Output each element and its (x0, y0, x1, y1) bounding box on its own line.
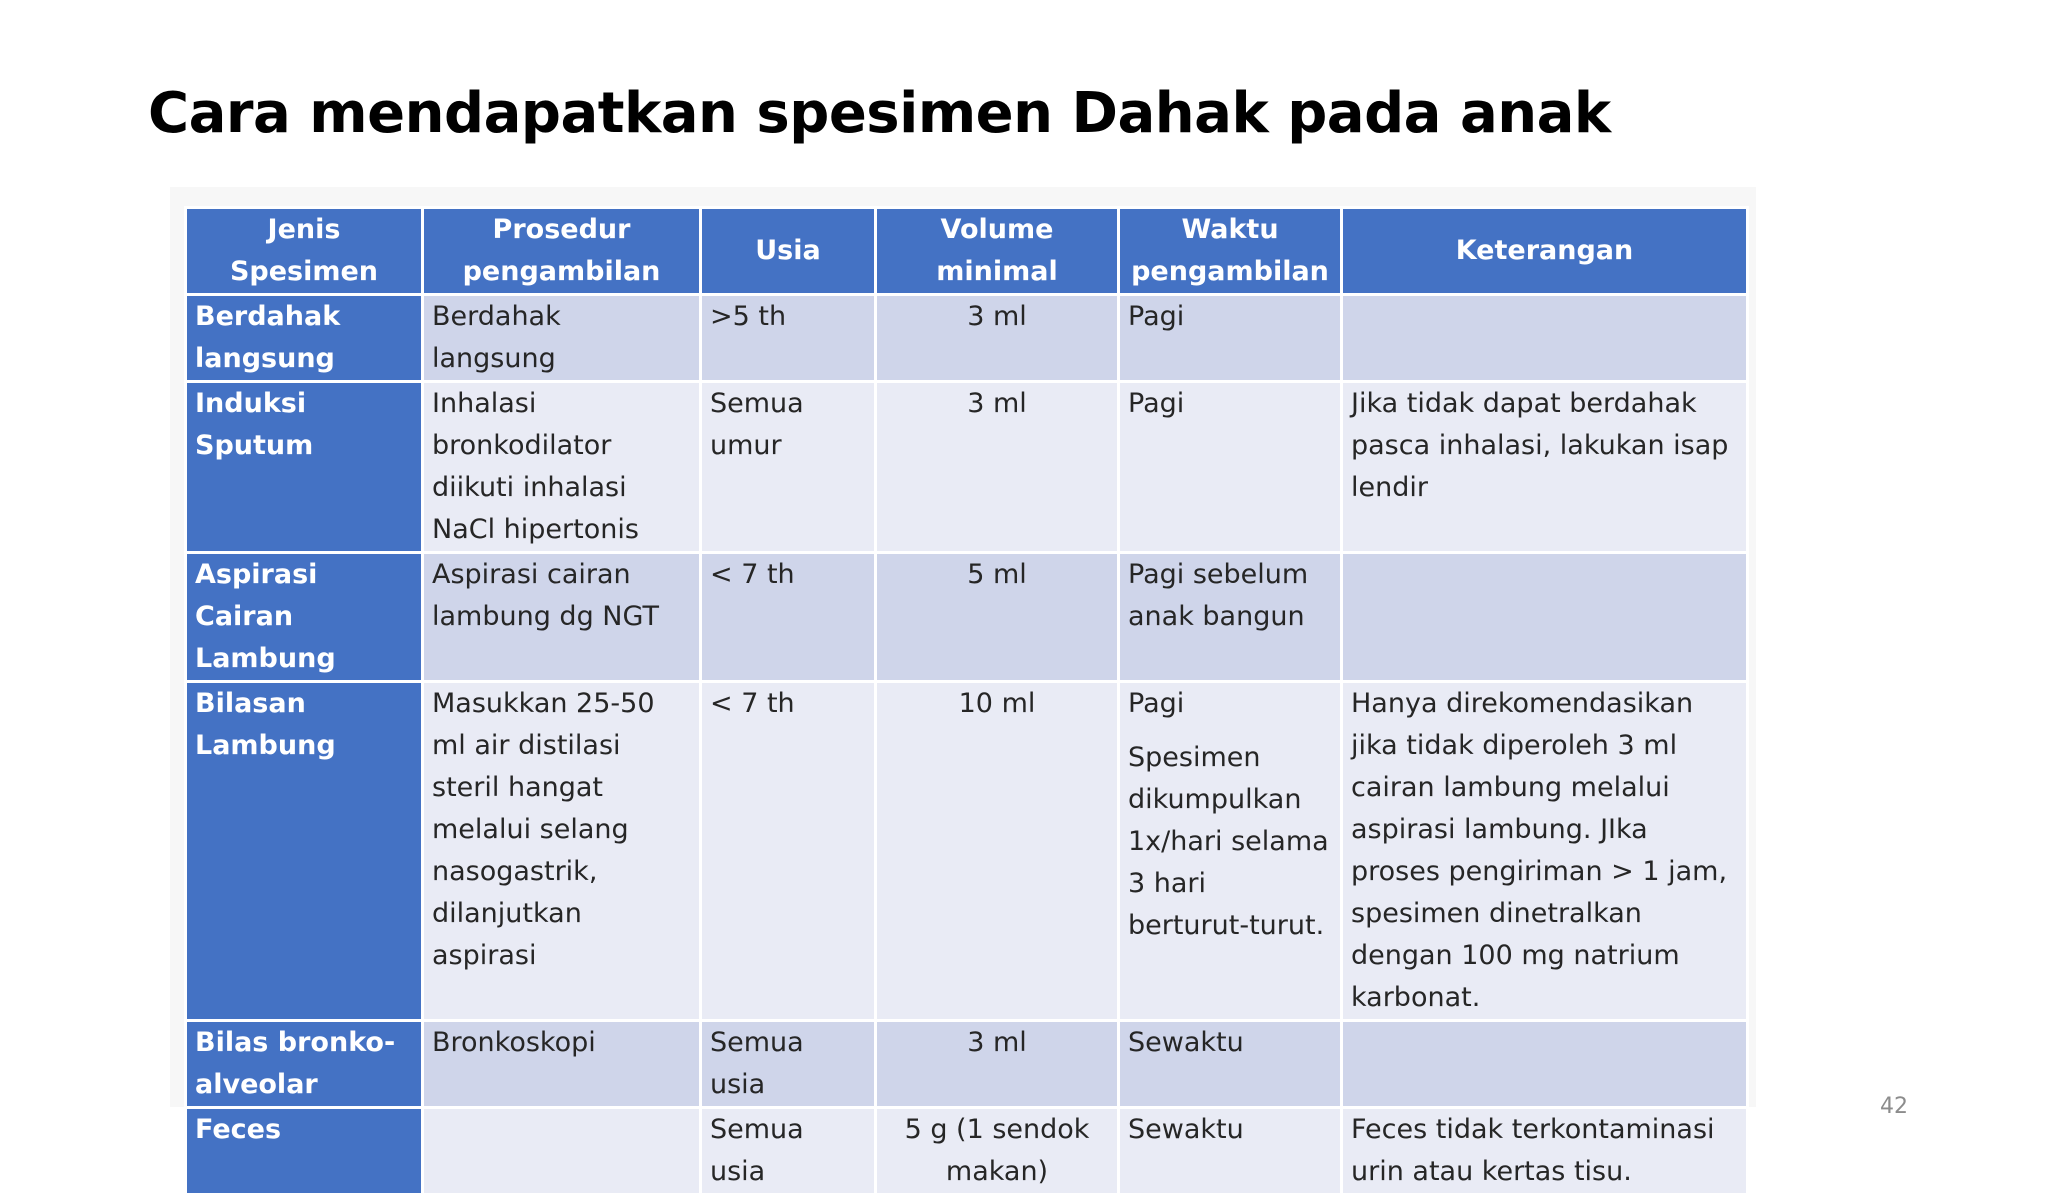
cell-waktu: Pagi sebelum anak bangun (1119, 553, 1342, 682)
cell-waktu-main: Pagi (1128, 688, 1185, 719)
header-keterangan: Keterangan (1342, 208, 1748, 295)
row-label: Induksi Sputum (186, 382, 423, 553)
cell-keterangan (1342, 295, 1748, 382)
cell-waktu: Pagi (1119, 382, 1342, 553)
cell-prosedur (423, 1108, 701, 1195)
cell-usia: < 7 th (701, 682, 876, 1021)
header-usia: Usia (701, 208, 876, 295)
table-row (186, 1021, 1748, 1108)
cell-volume: 3 ml (876, 382, 1119, 553)
row-label: Feces (186, 1108, 423, 1195)
cell-waktu: Sewaktu (1119, 1021, 1342, 1108)
cell-keterangan: Feces tidak terkontaminasi urin atau kertas tisu. (1342, 1108, 1748, 1195)
header-volume: Volume minimal (876, 208, 1119, 295)
cell-keterangan (1342, 1021, 1748, 1108)
cell-prosedur: Berdahak langsung (423, 295, 701, 382)
table-row (186, 382, 1748, 553)
slide-title: Cara mendapatkan spesimen Dahak pada anak (148, 81, 1611, 146)
cell-waktu (1119, 682, 1342, 1021)
table-header-row (186, 208, 1748, 295)
cell-usia: < 7 th (701, 553, 876, 682)
header-jenis-spesimen: Jenis Spesimen (186, 208, 423, 295)
cell-prosedur: Inhalasi bronkodilator diikuti inhalasi NaCl hipertonis (423, 382, 701, 553)
table-row (186, 295, 1748, 382)
cell-volume: 5 ml (876, 553, 1119, 682)
row-label: Bilas bronko-alveolar (186, 1021, 423, 1108)
cell-keterangan: Jika tidak dapat berdahak pasca inhalasi, lakukan isap lendir (1342, 382, 1748, 553)
page-number: 42 (1880, 1094, 1908, 1119)
table-row (186, 1108, 1748, 1195)
cell-volume: 3 ml (876, 295, 1119, 382)
cell-keterangan (1342, 553, 1748, 682)
cell-gap (1128, 725, 1332, 737)
cell-waktu: Sewaktu (1119, 1108, 1342, 1195)
cell-waktu: Pagi (1119, 295, 1342, 382)
header-waktu: Waktu pengambilan (1119, 208, 1342, 295)
specimen-table (184, 206, 1749, 1196)
cell-volume: 5 g (1 sendok makan) (876, 1108, 1119, 1195)
table-row (186, 682, 1748, 1021)
cell-usia: >5 th (701, 295, 876, 382)
cell-volume: 3 ml (876, 1021, 1119, 1108)
cell-keterangan: Hanya direkomendasikan jika tidak diperoleh 3 ml cairan lambung melalui aspirasi lambung. JIka proses pengiriman > 1 jam, spesimen dinetralkan dengan 100 mg natrium karbonat. (1342, 682, 1748, 1021)
cell-volume: 10 ml (876, 682, 1119, 1021)
row-label: Berdahak langsung (186, 295, 423, 382)
table-row (186, 553, 1748, 682)
cell-prosedur: Bronkoskopi (423, 1021, 701, 1108)
cell-usia: Semua umur (701, 382, 876, 553)
cell-prosedur: Aspirasi cairan lambung dg NGT (423, 553, 701, 682)
cell-usia: Semua usia (701, 1108, 876, 1195)
cell-prosedur: Masukkan 25-50 ml air distilasi steril hangat melalui selang nasogastrik, dilanjutkan aspirasi (423, 682, 701, 1021)
row-label: Aspirasi Cairan Lambung (186, 553, 423, 682)
cell-usia: Semua usia (701, 1021, 876, 1108)
row-label: Bilasan Lambung (186, 682, 423, 1021)
header-prosedur: Prosedur pengambilan (423, 208, 701, 295)
cell-waktu-note: Spesimen dikumpulkan 1x/hari selama 3 hari berturut-turut. (1128, 742, 1329, 941)
